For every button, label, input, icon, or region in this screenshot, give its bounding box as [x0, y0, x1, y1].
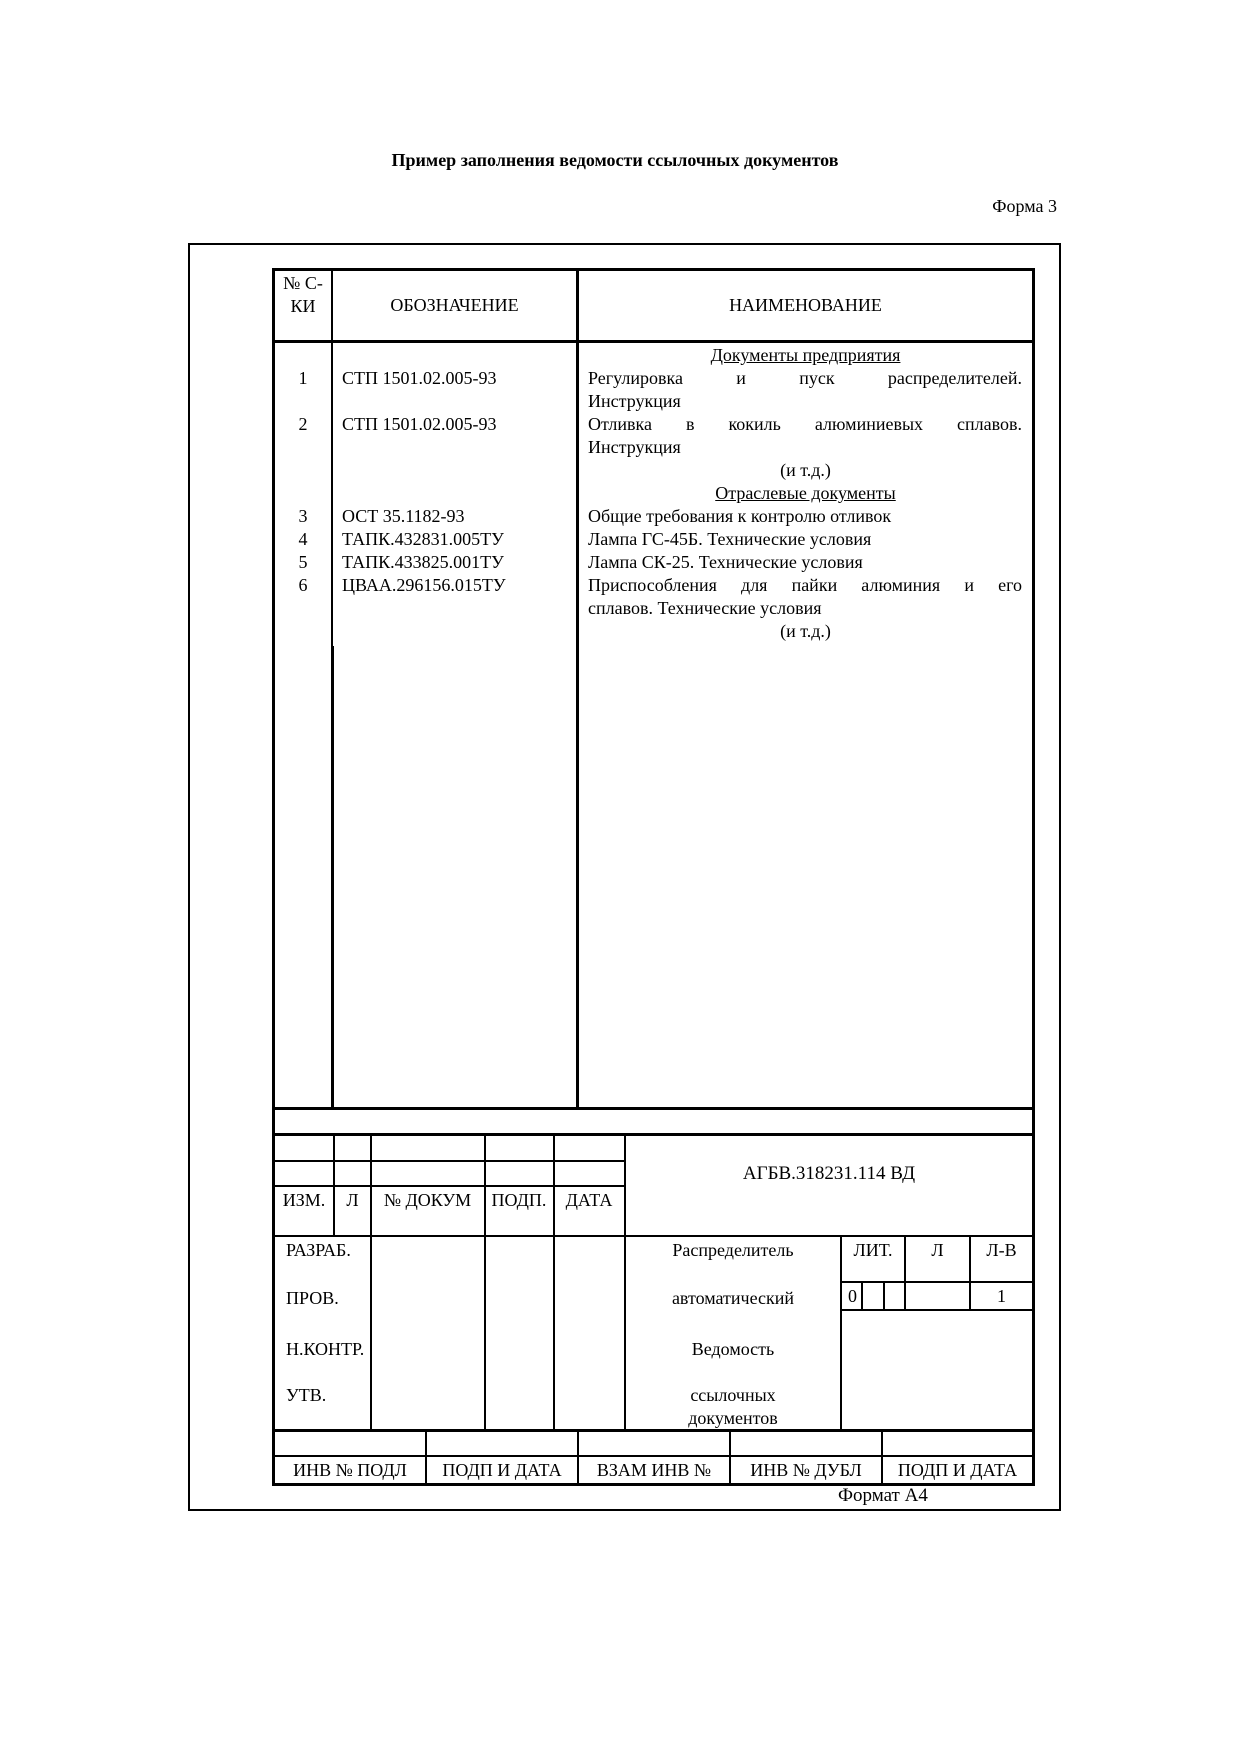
podp-data-2-label: ПОДП И ДАТА [897, 1460, 1018, 1480]
row-4-num: 4 [298, 529, 308, 549]
doc-code: АГБВ.318231.114 ВД [742, 1163, 916, 1184]
row-4-name: Лампа ГС-45Б. Технические условия [588, 529, 872, 549]
item-name-line1: Распределитель [672, 1240, 794, 1260]
row-4-designation: ТАПК.432831.005ТУ [342, 529, 504, 549]
col-l-label: Л [346, 1190, 359, 1210]
row-1-name: Регулировка и пуск распределителей. [588, 368, 1022, 388]
row-3-designation: ОСТ 35.1182-93 [342, 506, 465, 526]
section-title-enterprise: Документы предприятия [710, 345, 901, 365]
header-num: № С-КИ [283, 273, 323, 316]
lit-value: 0 [848, 1286, 857, 1306]
listov-value: 1 [997, 1286, 1006, 1306]
header-designation: ОБОЗНАЧЕНИЕ [390, 295, 519, 315]
etc-2: (и т.д.) [780, 621, 831, 641]
row-1-name-cont: Инструкция [588, 391, 681, 411]
row-2-name-cont: Инструкция [588, 437, 681, 457]
form-label: Форма 3 [992, 196, 1057, 216]
col-izm-label: ИЗМ. [282, 1190, 326, 1210]
doc-type-line2: ссылочных документов [688, 1385, 778, 1428]
row-6-designation: ЦВАА.296156.015ТУ [342, 575, 506, 595]
header-name: НАИМЕНОВАНИЕ [729, 295, 882, 315]
row-6-num: 6 [298, 575, 308, 595]
col-ndokum-label: № ДОКУМ [383, 1190, 472, 1210]
page-title: Пример заполнения ведомости ссылочных документов [391, 150, 839, 170]
lit-label: ЛИТ. [853, 1240, 893, 1260]
inv-podl-label: ИНВ № ПОДЛ [293, 1460, 407, 1480]
row-5-num: 5 [298, 552, 308, 572]
col-podp-label: ПОДП. [491, 1190, 547, 1210]
section-title-industry: Отраслевые документы [715, 483, 896, 503]
etc-1: (и т.д.) [780, 460, 831, 480]
row-6-name: Приспособления для пайки алюминия и его [588, 575, 1022, 595]
row-2-num: 2 [298, 414, 308, 434]
row-5-designation: ТАПК.433825.001ТУ [342, 552, 504, 572]
row-1-designation: СТП 1501.02.005-93 [342, 368, 497, 388]
inv-dubl-label: ИНВ № ДУБЛ [750, 1460, 862, 1480]
row-2-designation: СТП 1501.02.005-93 [342, 414, 497, 434]
row-2-name: Отливка в кокиль алюминиевых сплавов. [588, 414, 1022, 434]
format-label: Формат А4 [838, 1485, 928, 1506]
col-data-label: ДАТА [565, 1190, 613, 1210]
row-5-name: Лампа СК-25. Технические условия [588, 552, 863, 572]
podp-data-1-label: ПОДП И ДАТА [442, 1460, 562, 1480]
row-3-num: 3 [298, 506, 308, 526]
vzam-inv-label: ВЗАМ ИНВ № [596, 1460, 712, 1480]
razrab-label: РАЗРАБ. [286, 1240, 351, 1260]
utv-label: УТВ. [286, 1385, 327, 1405]
row-3-name: Общие требования к контролю отливок [588, 506, 892, 526]
list-label: Л [931, 1240, 944, 1260]
nkontr-label: Н.КОНТР. [286, 1339, 365, 1359]
doc-type-line1: Ведомость [691, 1339, 775, 1359]
row-6-name-cont: сплавов. Технические условия [588, 598, 822, 618]
item-name-line2: автоматический [671, 1288, 795, 1308]
prov-label: ПРОВ. [286, 1288, 339, 1308]
row-1-num: 1 [298, 368, 308, 388]
listov-label: Л-В [986, 1240, 1017, 1260]
